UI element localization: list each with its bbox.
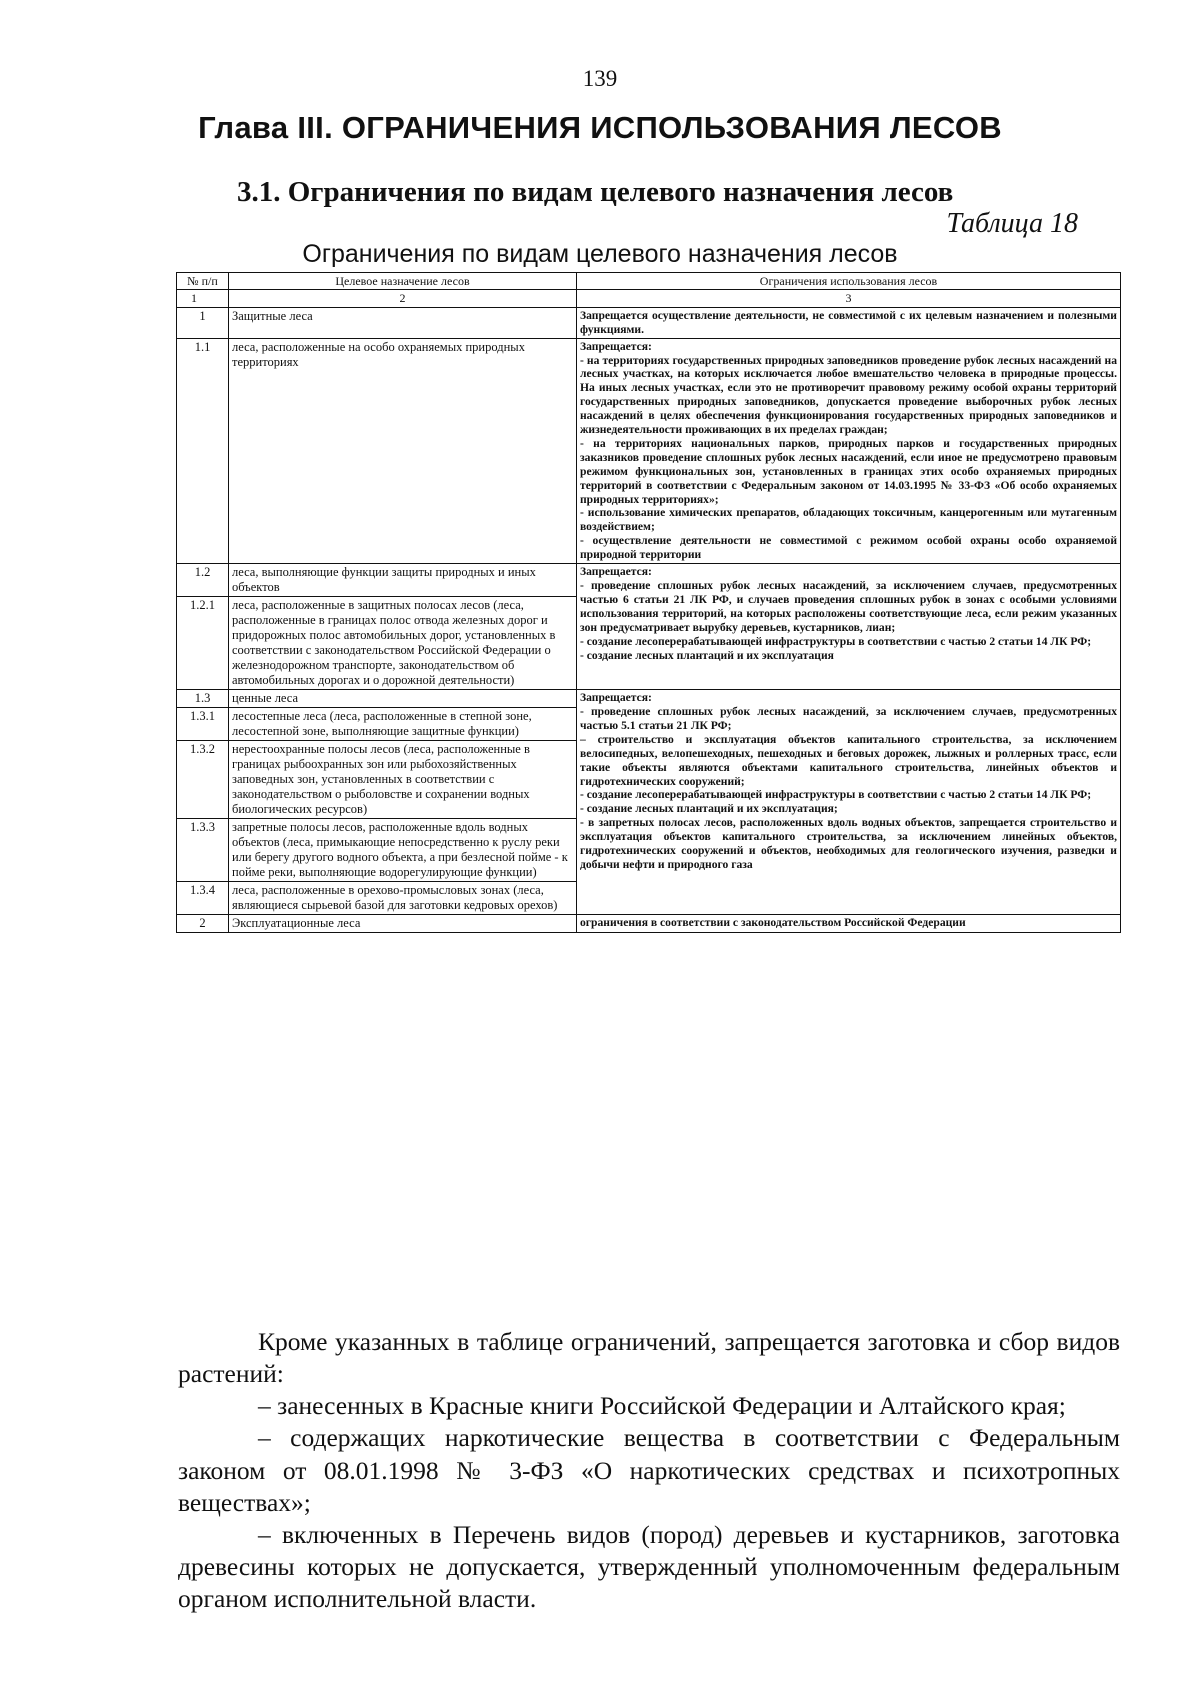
- header-purpose: Целевое назначение лесов: [229, 273, 577, 290]
- table-label: Таблица 18: [946, 208, 1078, 239]
- row-number: 1.3.1: [177, 708, 229, 741]
- body-item: – содержащих наркотические вещества в соответствии с Федеральным законом от 08.01.1998 № 3-ФЗ «О наркотических средствах и психотропных веществах»;: [178, 1423, 1120, 1517]
- body-text: [178, 1326, 1120, 1615]
- section-title: 3.1. Ограничения по видам целевого назначения лесов: [237, 176, 954, 208]
- row-restrictions: [577, 338, 1121, 564]
- row-purpose: ценные леса: [229, 690, 577, 708]
- row-restrictions: [577, 564, 1121, 690]
- table-title: Ограничения по видам целевого назначения лесов: [302, 240, 898, 268]
- restriction-text: - проведение сплошных рубок лесных насаждений, за исключением случаев, предусмотренных частью 6 статьи 21 ЛК РФ, и случаев проведения сплошных рубок в зонах с особыми условиями использования территорий, на которых расположены соответствующие леса, если режим указанных зон предусматривает вырубку деревьев, кустарников, лиан;: [580, 579, 1117, 634]
- row-number: 2: [177, 915, 229, 933]
- col-number-3: 3: [577, 290, 1121, 307]
- col-number-2: 2: [229, 290, 577, 307]
- row-purpose: леса, расположенные на особо охраняемых природных территориях: [229, 338, 577, 564]
- restriction-text: Запрещается:: [580, 691, 652, 705]
- restriction-text: Запрещается осуществление деятельности, не совместимой с их целевым назначением и полезными функциями.: [580, 308, 1117, 336]
- restriction-text: Запрещается:: [580, 339, 652, 353]
- restriction-text: – строительство и эксплуатация объектов капитального строительства, за исключением велосипедных, велопешеходных, пешеходных и беговых дорожек, лыжных и роллерных трасс, если такие объекты являются объектами капитального строительства, линейных объектов и гидротехнических сооружений;: [580, 732, 1117, 788]
- restrictions-table: [176, 272, 1121, 933]
- restriction-text: - осуществление деятельности не совместимой с режимом особой охраны особо охраняемой природной территории: [580, 534, 1117, 562]
- row-number: 1.2.1: [177, 597, 229, 690]
- row-purpose: леса, расположенные в защитных полосах лесов (леса, расположенные в границах полос отвода железных дорог и придорожных полос автомобильных дорог, установленных в соответствии с законодательством Российской Федерации о железнодорожном транспорте, законодательством об автомобильных дорогах и о дорожной деятельности): [229, 597, 577, 690]
- restriction-text: - использование химических препаратов, обладающих токсичным, канцерогенным или мутагенным воздействием;: [580, 506, 1117, 534]
- table-row: [177, 338, 1121, 564]
- restriction-text: - на территориях национальных парков, природных парков и государственных природных заказников проведение сплошных рубок лесных насаждений, если иное не предусмотрено правовым режимом функциональных зон, установленных в границах этих особо охраняемых природных территорий в соответствии с Федеральным законом от 14.03.1995 № 33-ФЗ «Об особо охраняемых природных территориях»;: [580, 436, 1117, 506]
- table-column-numbers-row: [177, 290, 1121, 307]
- row-purpose: нерестоохранные полосы лесов (леса, расположенные в границах рыбоохранных зон или рыбохозяйственных заповедных зон, установленных в соответствии с законодательством о рыболовстве и сохранении водных биологических ресурсов): [229, 741, 577, 819]
- row-number: 1.1: [177, 338, 229, 564]
- row-number: 1.3.4: [177, 882, 229, 915]
- row-purpose: Защитные леса: [229, 307, 577, 338]
- row-purpose: лесостепные леса (леса, расположенные в степной зоне, лесостепной зоне, выполняющие защитные функции): [229, 708, 577, 741]
- table-header-row: [177, 273, 1121, 290]
- row-number: 1.3.3: [177, 819, 229, 882]
- restriction-text: - в запретных полосах лесов, расположенных вдоль водных объектов, запрещается строительство и эксплуатация объектов капитального строительства, за исключением линейных объектов, гидротехнических сооружений и объектов, необходимых для геологического изучения, разведки и добычи нефти и природного газа: [580, 816, 1117, 871]
- body-intro: Кроме указанных в таблице ограничений, запрещается заготовка и сбор видов растений:: [178, 1327, 1120, 1389]
- col-number-1: 1: [177, 290, 229, 307]
- row-restrictions: [577, 915, 1121, 933]
- row-number: 1.3: [177, 690, 229, 708]
- body-item: – занесенных в Красные книги Российской Федерации и Алтайского края;: [258, 1391, 1066, 1421]
- table-row: [177, 915, 1121, 933]
- restriction-text: - проведение сплошных рубок лесных насаждений, за исключением случаев, предусмотренных частью 5.1 статьи 21 ЛК РФ;: [580, 705, 1117, 732]
- row-purpose: леса, расположенные в орехово-промысловых зонах (леса, являющиеся сырьевой базой для заготовки кедровых орехов): [229, 882, 577, 915]
- page-number: 139: [582, 66, 618, 91]
- row-purpose: Эксплуатационные леса: [229, 915, 577, 933]
- row-number: 1.2: [177, 564, 229, 597]
- row-purpose: запретные полосы лесов, расположенные вдоль водных объектов (леса, примыкающие непосредственно к руслу реки или берегу другого водного объекта, а при безлесной пойме - к пойме реки, выполняющие водорегулирующие функции): [229, 819, 577, 882]
- row-restrictions: [577, 690, 1121, 915]
- body-item: – включенных в Перечень видов (пород) деревьев и кустарников, заготовка древесины которых не допускается, утвержденный уполномоченным федеральным органом исполнительной власти.: [178, 1519, 1120, 1613]
- row-number: 1: [177, 307, 229, 338]
- row-number: 1.3.2: [177, 741, 229, 819]
- chapter-title: Глава III. ОГРАНИЧЕНИЯ ИСПОЛЬЗОВАНИЯ ЛЕСОВ: [198, 110, 1002, 145]
- restriction-text: - на территориях государственных природных заповедников проведение рубок лесных насаждений на лесных участках, на которых исключается любое вмешательство человека в природные процессы. На иных лесных участках, если это не противоречит правовому режиму особой охраны территорий государственных природных заповедников, допускается проведение выборочных рубок лесных насаждений в целях обеспечения функционирования государственных природных заповедников и жизнедеятельности проживающих в их пределах граждан;: [580, 353, 1117, 437]
- row-purpose: леса, выполняющие функции защиты природных и иных объектов: [229, 564, 577, 597]
- restriction-text: - создание лесоперерабатывающей инфраструктуры в соответствии с частью 2 статьи 14 ЛК РФ;: [580, 634, 1092, 648]
- restriction-text: ограничения в соответствии с законодательством Российской Федерации: [580, 916, 966, 930]
- header-restrictions: Ограничения использования лесов: [577, 273, 1121, 290]
- restriction-text: - создание лесоперерабатывающей инфраструктуры в соответствии с частью 2 статьи 14 ЛК РФ;: [580, 788, 1092, 802]
- restriction-text: - создание лесных плантаций и их эксплуатация: [580, 648, 834, 662]
- table-row: [177, 564, 1121, 597]
- row-restrictions: [577, 307, 1121, 338]
- restriction-text: Запрещается:: [580, 565, 652, 579]
- header-number: № п/п: [177, 273, 229, 290]
- table-row: [177, 690, 1121, 708]
- table-row: [177, 307, 1121, 338]
- restriction-text: - создание лесных плантаций и их эксплуатация;: [580, 802, 838, 816]
